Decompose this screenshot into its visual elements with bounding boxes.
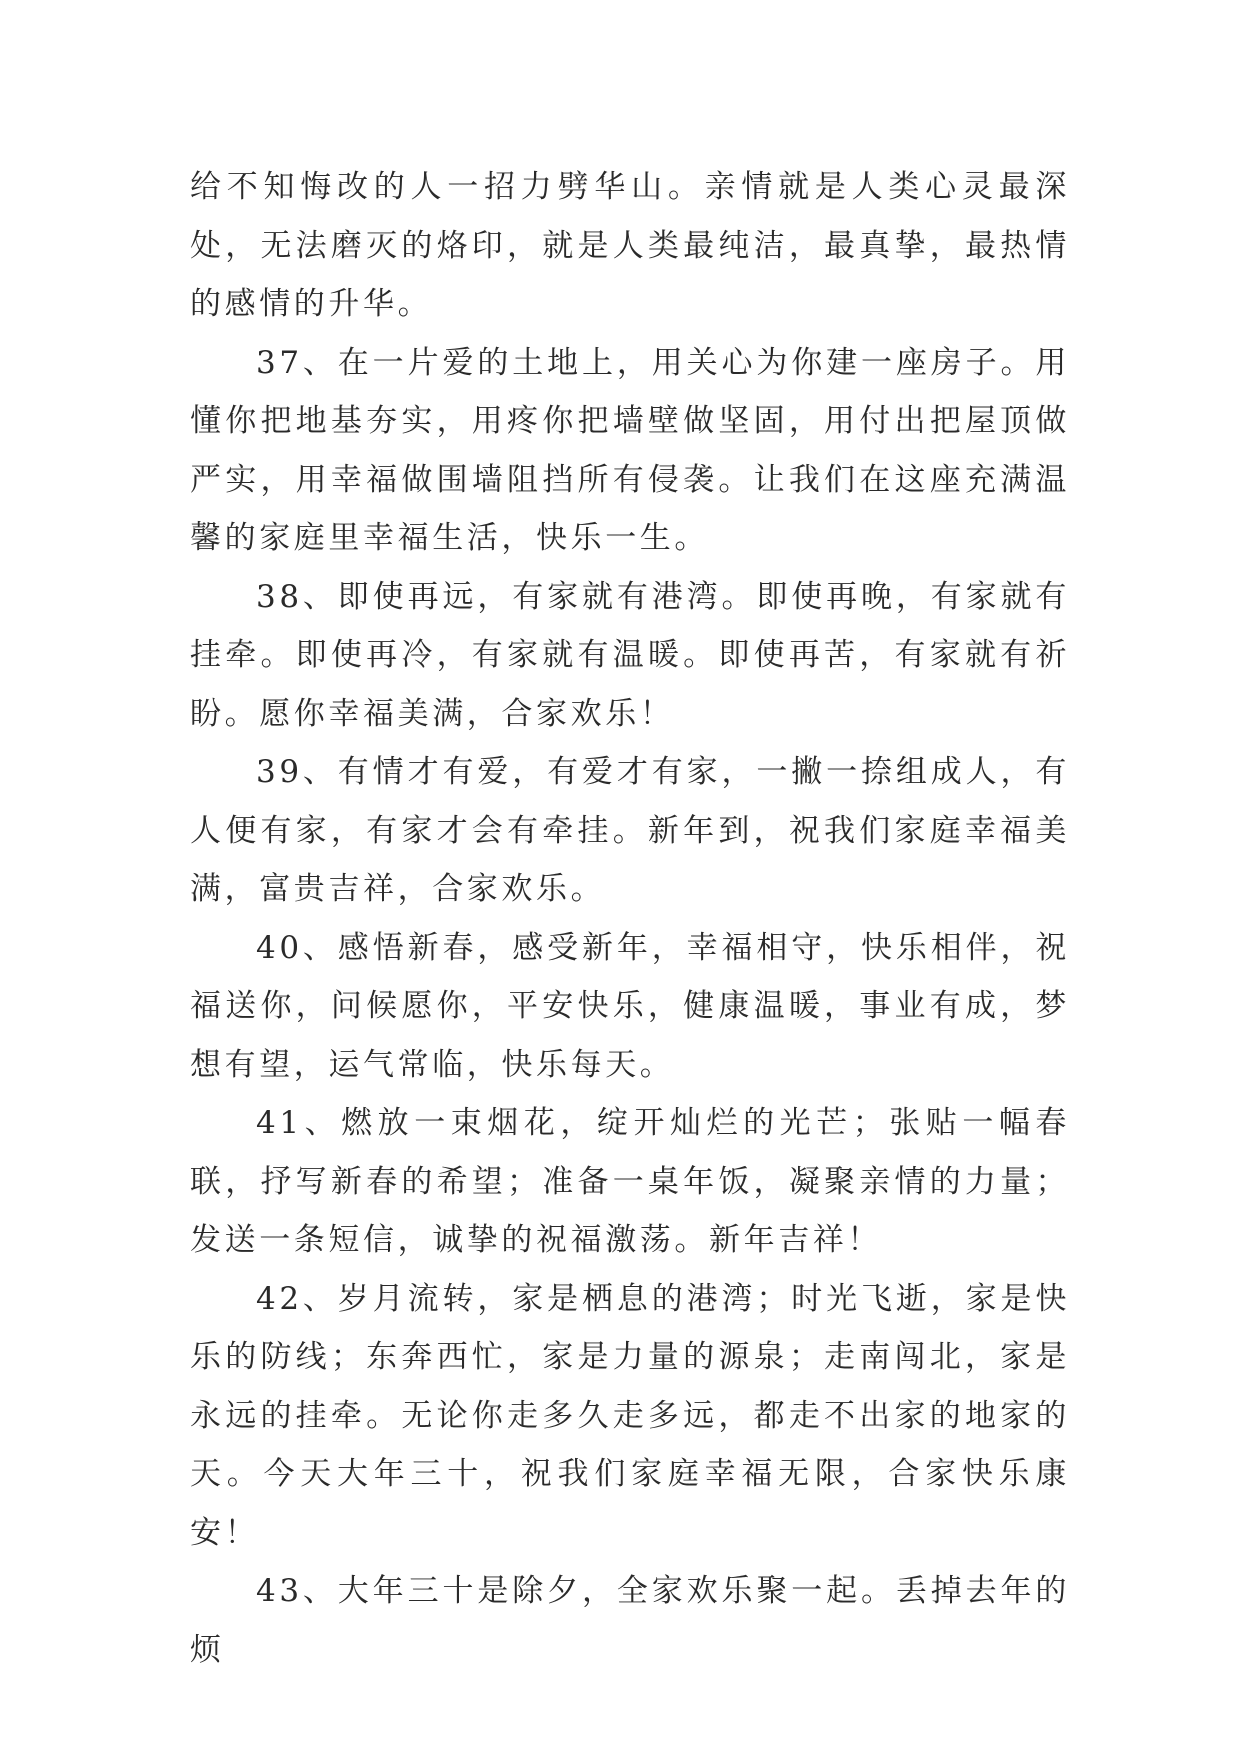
paragraph-40: 40、感悟新春，感受新年，幸福相守，快乐相伴，祝福送你，问候愿你，平安快乐，健康温暖，事业有成，梦想有望，运气常临，快乐每天。: [190, 929, 1070, 1083]
paragraph-42: 42、岁月流转，家是栖息的港湾；时光飞逝，家是快乐的防线；东奔西忙，家是力量的源泉；走南闯北，家是永远的挂牵。无论你走多久走多远，都走不出家的地家的天。今天大年三十，祝我们家庭幸福无限，合家快乐康安！: [190, 1280, 1070, 1551]
body-text: [190, 158, 1070, 1679]
paragraph-43: 43、大年三十是除夕，全家欢乐聚一起。丢掉去年的烦: [190, 1573, 1070, 1668]
paragraph-39: 39、有情才有爱，有爱才有家，一撇一捺组成人，有人便有家，有家才会有牵挂。新年到，祝我们家庭幸福美满，富贵吉祥，合家欢乐。: [190, 754, 1070, 907]
paragraph-36-continued: 给不知悔改的人一招力劈华山。亲情就是人类心灵最深处，无法磨灭的烙印，就是人类最纯洁，最真挚，最热情的感情的升华。: [190, 169, 1070, 322]
paragraph-41: 41、燃放一束烟花，绽开灿烂的光芒；张贴一幅春联，抒写新春的希望；准备一桌年饭，凝聚亲情的力量；发送一条短信，诚挚的祝福激荡。新年吉祥！: [190, 1105, 1070, 1258]
paragraph-37: 37、在一片爱的土地上，用关心为你建一座房子。用懂你把地基夯实，用疼你把墙壁做坚固，用付出把屋顶做严实，用幸福做围墙阻挡所有侵袭。让我们在这座充满温馨的家庭里幸福生活，快乐一生。: [190, 344, 1070, 556]
paragraph-38: 38、即使再远，有家就有港湾。即使再晚，有家就有挂牵。即使再冷，有家就有温暖。即使再苦，有家就有祈盼。愿你幸福美满，合家欢乐！: [190, 578, 1070, 732]
